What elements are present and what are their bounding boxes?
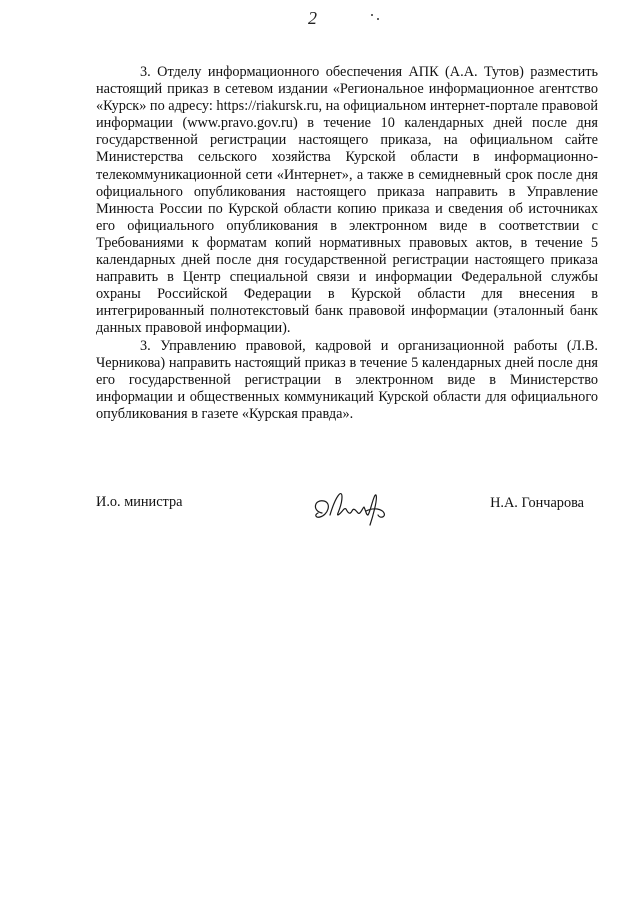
signer-title: И.о. министра: [96, 494, 183, 510]
handwritten-signature: [308, 485, 398, 527]
page-number: 2: [308, 8, 317, 28]
signature-block: [96, 489, 584, 529]
paragraph-legal-department: 3. Управлению правовой, кадровой и организационной работы (Л.В. Черникова) направить настоящий приказ в течение 5 календарных дней после дня его государственной регистрации в электронном виде в Министерство информации и общественных коммуникаций Курской области для официального опубликования в газете «Курская правда».: [96, 337, 598, 422]
document-body: [96, 64, 598, 423]
signer-name: Н.А. Гончарова: [490, 495, 584, 511]
paragraph-publication: 3. Отделу информационного обеспечения АПК (А.А. Тутов) разместить настоящий приказ в сетевом издании «Региональное информационное агентство «Курск» по адресу: https://riakursk.ru, на официальном интернет-портале правовой информации (www.pravo.gov.ru) в течение 10 календарных дней после дня государственной регистрации настоящего приказа, на официальном сайте Министерства сельского хозяйства Курской области в информационно-телекоммуникационной сети «Интернет», а также в семидневный срок после дня официального опубликования настоящего приказа направить в Управление Минюста России по Курской области копию приказа и сведения об источниках его официального опубликования в электронном виде в соответствии с Требованиями к форматам копий нормативных правовых актов, в течение 5 календарных дней после дня государственной регистрации настоящего приказа направить в Центр специальной связи и информации Федеральной службы охраны Российской Федерации в Курской области для внесения в интегрированный полнотекстовый банк правовой информации (эталонный банк данных правовой информации).: [96, 64, 598, 337]
scan-speck: [377, 18, 379, 20]
scan-speck: [371, 14, 373, 16]
